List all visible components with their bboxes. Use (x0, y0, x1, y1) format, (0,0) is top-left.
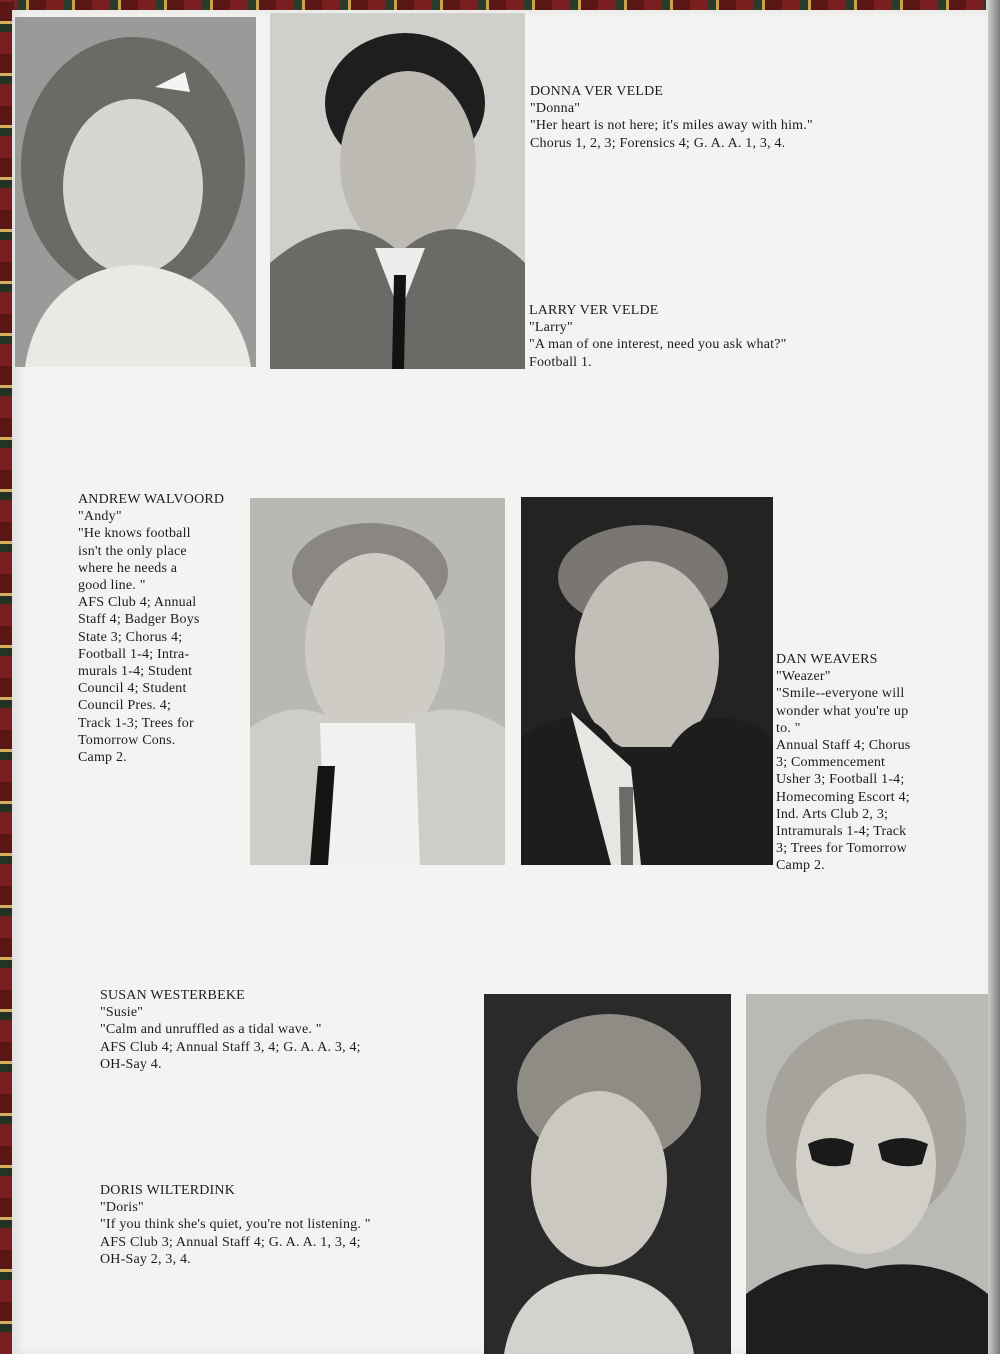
caption-line: AFS Club 4; Annual Staff 3, 4; G. A. A. 3, 4; (100, 1039, 361, 1055)
caption-line: Tomorrow Cons. (78, 732, 176, 748)
caption-line: OH-Say 4. (100, 1056, 162, 1072)
caption-line: Football 1-4; Intra- (78, 646, 190, 662)
student-nickname: "Weazer" (776, 669, 831, 685)
caption-line: 3; Trees for Tomorrow (776, 841, 907, 857)
caption-line: to. " (776, 720, 801, 736)
caption-line: AFS Club 3; Annual Staff 4; G. A. A. 1, 3, 4; (100, 1234, 361, 1250)
caption-line: Track 1-3; Trees for (78, 715, 194, 731)
student-name: DONNA VER VELDE (530, 84, 664, 99)
student-nickname: "Susie" (100, 1005, 144, 1021)
student-quote: "If you think she's quiet, you're not listening. " (100, 1217, 371, 1233)
caption-line: Camp 2. (78, 750, 127, 766)
student-nickname: "Larry" (529, 320, 573, 336)
caption-dan-weavers (776, 651, 910, 875)
caption-line: murals 1-4; Student (78, 664, 193, 680)
student-activities: Chorus 1, 2, 3; Forensics 4; G. A. A. 1, 3, 4. (530, 135, 786, 151)
page-edge-right (986, 0, 1000, 1354)
portrait-susan-westerbeke-image (484, 994, 731, 1354)
portrait-andrew-walvoord (250, 498, 505, 865)
student-nickname: "Doris" (100, 1200, 144, 1216)
caption-line: wonder what you're up (776, 703, 909, 719)
student-quote: "Her heart is not here; it's miles away with him." (530, 118, 813, 134)
caption-line: Ind. Arts Club 2, 3; (776, 806, 889, 822)
caption-donna-ver-velde (530, 83, 813, 152)
portrait-larry-ver-velde-image (270, 13, 525, 369)
caption-susan-westerbeke (100, 987, 361, 1073)
portrait-doris-wilterdink (746, 994, 988, 1354)
portrait-dan-weavers-image (521, 497, 773, 865)
caption-line: 3; Commencement (776, 755, 886, 771)
student-name: SUSAN WESTERBEKE (100, 988, 245, 1003)
caption-larry-ver-velde (529, 302, 787, 371)
caption-line: OH-Say 2, 3, 4. (100, 1251, 191, 1267)
caption-line: where he needs a (78, 560, 178, 576)
portrait-donna-ver-velde-image (15, 17, 256, 367)
student-name: DORIS WILTERDINK (100, 1183, 236, 1198)
caption-line: Intramurals 1-4; Track (776, 824, 907, 840)
student-name: DAN WEAVERS (776, 652, 878, 667)
caption-line: Council Pres. 4; (78, 698, 172, 714)
portrait-donna-ver-velde (15, 17, 256, 367)
student-name: ANDREW WALVOORD (78, 492, 225, 507)
caption-doris-wilterdink (100, 1182, 371, 1268)
student-quote: "Calm and unruffled as a tidal wave. " (100, 1022, 322, 1038)
portrait-larry-ver-velde (270, 13, 525, 369)
caption-line: isn't the only place (78, 543, 187, 559)
caption-line: Camp 2. (776, 858, 825, 874)
student-nickname: "Andy" (78, 509, 122, 525)
portrait-doris-wilterdink-image (746, 994, 988, 1354)
caption-line: Council 4; Student (78, 681, 187, 697)
caption-line: State 3; Chorus 4; (78, 629, 183, 645)
caption-line: "He knows football (78, 526, 191, 542)
student-nickname: "Donna" (530, 101, 581, 117)
caption-line: AFS Club 4; Annual (78, 595, 197, 611)
student-name: LARRY VER VELDE (529, 303, 659, 318)
caption-line: good line. " (78, 578, 146, 594)
caption-line: Annual Staff 4; Chorus (776, 738, 911, 754)
portrait-dan-weavers (521, 497, 773, 865)
student-activities: Football 1. (529, 354, 592, 370)
portrait-andrew-walvoord-image (250, 498, 505, 865)
student-quote: "A man of one interest, need you ask what?" (529, 337, 787, 353)
caption-line: Usher 3; Football 1-4; (776, 772, 905, 788)
caption-line: "Smile--everyone will (776, 686, 905, 702)
caption-andrew-walvoord (78, 491, 224, 766)
yearbook-page (12, 10, 988, 1354)
caption-line: Homecoming Escort 4; (776, 789, 910, 805)
portrait-susan-westerbeke (484, 994, 731, 1354)
caption-line: Staff 4; Badger Boys (78, 612, 200, 628)
